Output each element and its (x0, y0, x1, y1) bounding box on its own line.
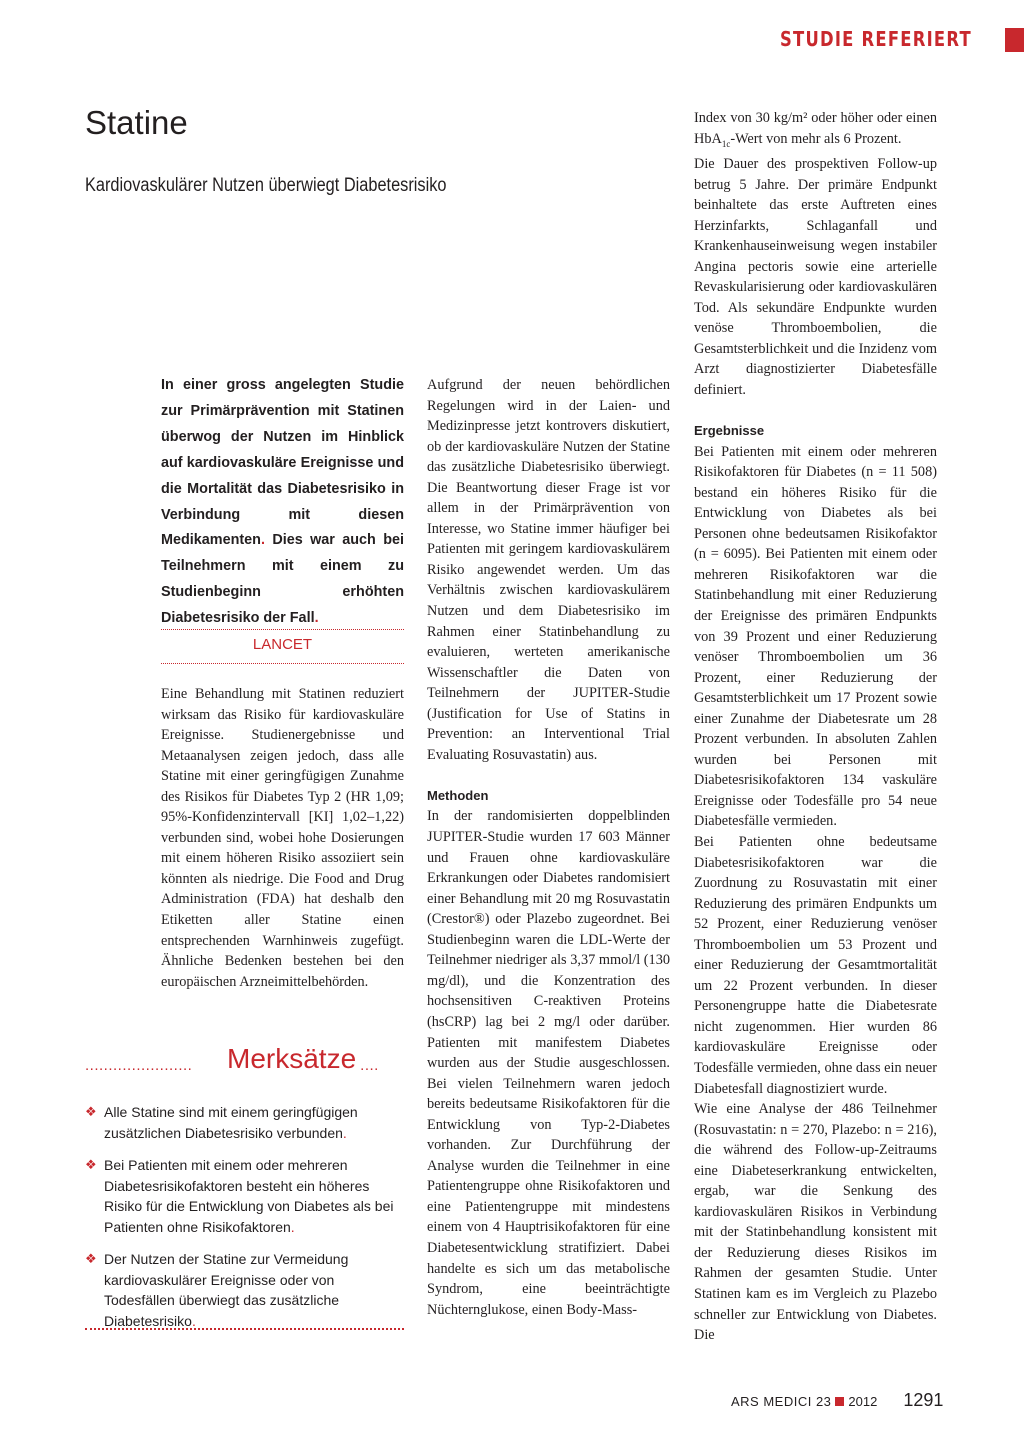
article-title: Statine (85, 104, 188, 141)
results-paragraph-3: Wie eine Analyse der 486 Teilnehmer (Rosuvastatin: n = 270, Plazebo: n = 216), die während des Follow-up-Zeitraums eine Diabeteserkrankung entwickelten, ergab, war die Senkung des kardiovaskulären Risikos in Verbindung mit der Statinbehandlung konsistent mit der Reduzierung dieses Risikos im Rahmen der gesamten Studie. Unter Statinen kam es im Vergleich zu Plazebo schneller zur Entwicklung von Diabetes. Die (694, 1101, 937, 1344)
merksatz-period: . (342, 1124, 347, 1141)
source-box (161, 629, 404, 664)
merksatz-item (85, 1155, 404, 1237)
merksatz-period: . (191, 1312, 196, 1329)
lead-text-2: Dies war auch bei Teilnehmern mit einem zu Studienbeginn erhöhten Diabetesrisiko der Fall (161, 532, 405, 627)
lead-text-1: In einer gross angelegten Studie zur Primärprävention mit Statinen überwog der Nutzen im Hinblick auf kardiovaskuläre Ereignisse und die Mortalität das Diabetesrisiko in Verbindung mit diesen Medikamenten (161, 377, 404, 549)
diamond-bullet-icon: ❖ (85, 1251, 97, 1266)
lead-period-1: . (260, 532, 265, 549)
middle-column (427, 375, 670, 1320)
footer-journal: ARS MEDICI 23 (731, 1394, 832, 1409)
methods-cont-text-a: Index von 30 kg/m² oder höher oder einen HbA (694, 110, 937, 147)
lead-period-2: . (314, 610, 319, 627)
merksaetze-header (85, 1042, 404, 1076)
merksatz-text: Der Nutzen der Statine zur Vermeidung kardiovaskulärer Ereignisse oder von Todesfällen überwiegt das zusätzliche Diabetesrisiko (104, 1251, 349, 1329)
results-paragraph-2: Bei Patienten ohne bedeutsame Diabetesrisikofaktoren war die Zuordnung zu Rosuvastatin mit einer Reduzierung des primären Endpunkts um 52 Prozent, einer Reduzierung venöser Thromboembolien um 53 Prozent und einer Reduzierung der Gesamtmortalität um 22 Prozent verbunden. In dieser Personengruppe hatte die Diabetesrate nicht zugenommen. Hier wurden 86 kardiovaskuläre Ereignisse oder Todesfälle vermieden, ohne dass ein neuer Diabetesfall diagnostiziert wurde. (694, 834, 937, 1097)
page-number: 1291 (903, 1390, 944, 1410)
footer-year: 2012 (848, 1394, 878, 1409)
followup-paragraph: Die Dauer des prospektiven Follow-up betrug 5 Jahre. Der primäre Endpunkt beinhaltete das erste Auftreten eines Herzinfarkts, Schlaganfall und Krankenhauseinweisung wegen instabiler Angina pectoris sowie eine arterielle Revaskularisierung oder kardiovaskulären Tod. Als sekundäre Endpunkte wurden venöse Thromboembolien, die Gesamtsterblichkeit und die Inzidenz vom Arzt diagnostizierter Diabetesfälle definiert. (694, 155, 937, 398)
section-label: STUDIE REFERIERT (780, 27, 972, 51)
hba1c-subscript: 1c (721, 138, 731, 149)
merksatz-text: Alle Statine sind mit einem geringfügigen zusätzlichen Diabetesrisiko verbunden (104, 1104, 358, 1141)
methods-cont-text-b: -Wert von mehr als 6 Prozent. (730, 130, 902, 147)
merksaetze-bottom-divider (85, 1328, 404, 1330)
source-label: LANCET (252, 636, 313, 653)
lead-paragraph (161, 373, 404, 632)
intro-paragraph: Eine Behandlung mit Statinen reduziert wirksam das Risiko für kardiovaskuläre Ereignisse. Studienergebnisse und Metaanalysen zeigen jedoch, dass alle Statine mit einer geringfügigen Zunahme des Risikos für Diabetes Typ 2 (HR 1,09; 95%-Konfidenzintervall [KI] 1,02–1,22) verbunden sind, wobei hohe Dosierungen mit einem höheren Risiko assoziiert sein könnten als niedrige. Die Food and Drug Administration (FDA) hat deshalb den Etiketten aller Statine einen entsprechenden Warnhinweis zugefügt. Ähnliche Bedenken bestehen bei den europäischen Arzneimittelbehörden. (161, 686, 404, 990)
section-marker (1005, 28, 1024, 52)
methods-heading: Methoden (427, 787, 489, 803)
methods-continued-paragraph (694, 108, 937, 154)
merksaetze-list (85, 1102, 404, 1343)
intro-column (161, 684, 404, 992)
merksaetze-dots-left: ....................... (85, 1057, 193, 1074)
results-paragraph-1: Bei Patienten mit einem oder mehreren Risikofaktoren für Diabetes (n = 11 508) bestand ein höheres Risiko für die Entwicklung von Diabetes als bei Personen ohne bedeutsamen Risikofaktor (n = 6095). Bei Patienten mit einem oder mehreren Risikofaktoren war die Statinbehandlung mit einer Reduzierung der Ereignisse des primären Endpunkts von 39 Prozent und einer Reduzierung venöser Thromboembolien um 36 Prozent, einer Reduzierung der Gesamtsterblichkeit um 17 Prozent sowie einer Zunahme der Diabetesrate um 28 Prozent verbunden. In absoluten Zahlen wurden bei Personen mit Diabetesrisikofaktoren 134 vaskuläre Ereignisse oder Todesfälle pro 54 neue Diabetesfälle vermieden. (694, 443, 937, 830)
footer-square-icon (835, 1397, 844, 1406)
merksatz-item (85, 1102, 404, 1143)
page-footer (731, 1390, 943, 1411)
article-subtitle: Kardiovaskulärer Nutzen überwiegt Diabetesrisiko (85, 175, 447, 196)
merksaetze-dots-right: .... (360, 1057, 379, 1074)
merksatz-text: Bei Patienten mit einem oder mehreren Diabetesrisikofaktoren besteht ein höheres Risiko für die Entwicklung von Diabetes als bei Patienten ohne Risikofaktoren (104, 1157, 394, 1235)
results-heading: Ergebnisse (694, 423, 765, 439)
background-paragraph: Aufgrund der neuen behördlichen Regelungen wird in der Laien- und Medizinpresse jetzt kontrovers diskutiert, ob der kardiovaskuläre Nutzen der Statine das zusätzliche Diabetesrisiko überwiegt. Die Beantwortung dieser Frage ist vor allem in der Primärprävention von Interesse, wo Statine immer häufiger bei Patienten mit geringem kardiovaskulärem Risiko angewendet werden. Um das Verhältnis zwischen kardiovaskulärem Nutzen und dem Diabetesrisiko im Rahmen einer Statinbehandlung zu evaluieren, werteten amerikanische Wissenschaftler die Daten von Teilnehmern der JUPITER-Studie (Justification for Use of Statins in Prevention: an Interventional Trial Evaluating Rosuvastatin) aus. (427, 377, 670, 763)
merksaetze-title: Merksätze (227, 1043, 357, 1074)
merksatz-item (85, 1249, 404, 1331)
diamond-bullet-icon: ❖ (85, 1157, 97, 1172)
diamond-bullet-icon: ❖ (85, 1104, 97, 1119)
right-column (694, 108, 937, 1346)
methods-paragraph: In der randomisierten doppelblinden JUPITER-Studie wurden 17 603 Männer und Frauen ohne kardiovaskuläre Erkrankungen oder Diabetes randomisiert einer Behandlung mit 20 mg Rosuvastatin (Crestor®) oder Plazebo zugeordnet. Bei Studienbeginn waren die LDL-Werte der Teilnehmer niedriger als 3,37 mmol/l (130 mg/dl), und die Konzentration des hochsensitiven C-reaktiven Proteins (hsCRP) lag bei 2 mg/l oder darüber. Patienten mit manifestem Diabetes wurden aus der Studie ausgeschlossen. Bei vielen Teilnehmern waren jedoch bereits bedeutsame Risikofaktoren für die Entwicklung von Typ-2-Diabetes vorhanden. Zur Durchführung der Analyse wurden die Teilnehmer in eine Patientengruppe ohne Risikofaktoren und eine Patientengruppe mit mindestens einem von 4 Hauptrisikofaktoren für eine Diabetesentwicklung stratifiziert. Dabei handelte es sich um das metabolische Syndrom, eine beeinträchtigte Nüchternglukose, einen Body-Mass- (427, 808, 670, 1318)
merksatz-period: . (290, 1218, 295, 1235)
